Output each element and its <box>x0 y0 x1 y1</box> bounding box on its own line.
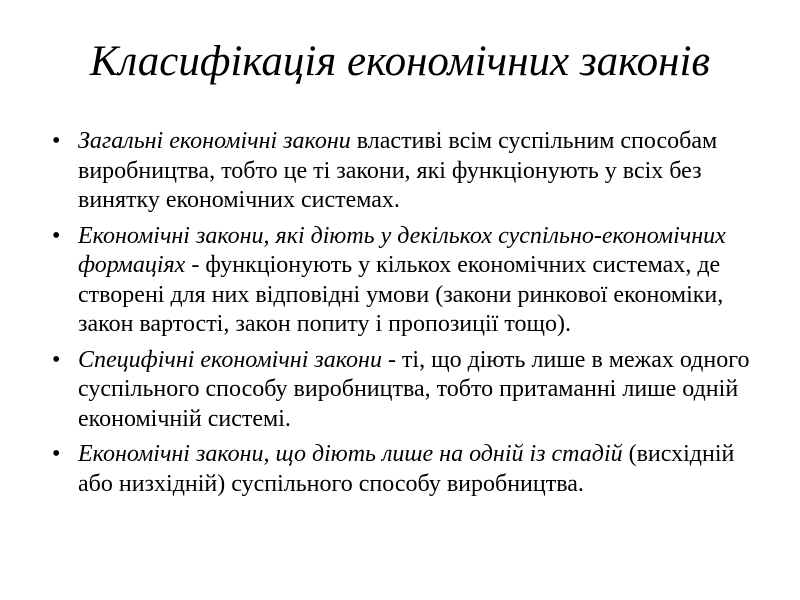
bullet-term: Специфічні економічні закони <box>78 346 382 373</box>
bullet-icon: • <box>52 128 61 154</box>
bullet-icon: • <box>52 346 61 373</box>
bullet-icon: • <box>52 222 61 249</box>
slide-title: Класифікація економічних законів <box>89 38 711 85</box>
bullet-text: (висхідній або низхідній) суспільного способу виробництва. <box>78 441 735 497</box>
bullet-term: Економічні закони, які діють у декількох суспільно-економічних формаціях <box>78 222 726 278</box>
bullet-text: властиві всім суспільним способам виробництва, тобто це ті закони, які функціонують у всіх без винятку економічних системах. <box>78 128 718 213</box>
bullet-term: Економічні закони, що діють лише на одній із стадій <box>78 441 623 467</box>
bullet-list <box>48 127 770 505</box>
bullet-item-stage-laws <box>48 440 770 499</box>
bullet-item-multi-formation-laws <box>48 222 770 340</box>
bullet-term: Загальні економічні закони <box>78 128 351 154</box>
bullet-text: - ті, що діють лише в межах одного суспільного способу виробництва, тобто притаманні лише одній економічній системі. <box>78 346 750 432</box>
bullet-text: - функціонують у кількох економічних системах, де створені для них відповідні умови (закони ринкової економіки, закон вартості, закон попиту і пропозиції тощо). <box>78 252 724 337</box>
bullet-item-specific-laws <box>48 346 770 435</box>
bullet-icon: • <box>52 441 61 467</box>
bullet-item-general-laws <box>48 127 770 216</box>
